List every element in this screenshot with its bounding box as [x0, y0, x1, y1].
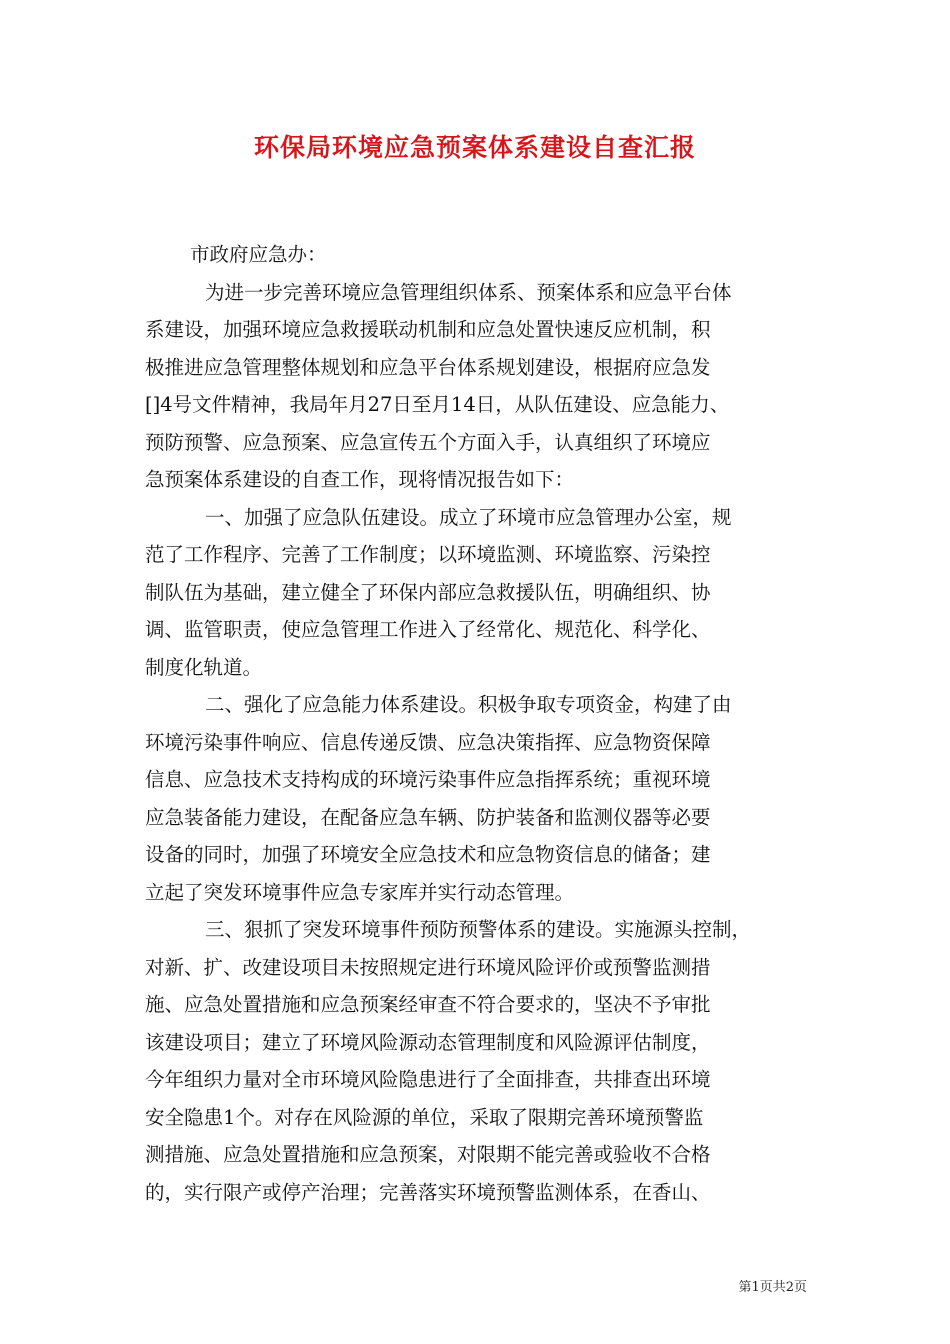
body-line: 施、应急处置措施和应急预案经审查不符合要求的，坚决不予审批 [145, 993, 711, 1016]
body-line: 环境污染事件响应、信息传递反馈、应急决策指挥、应急物资保障 [145, 730, 711, 754]
section-heading-line: 一、加强了应急队伍建设。成立了环境市应急管理办公室，规 [205, 505, 732, 529]
body-line: 的，实行限产或停产治理；完善落实环境预警监测体系，在香山、 [145, 1180, 711, 1204]
body-line: 应急装备能力建设，在配备应急车辆、防护装备和监测仪器等必要 [145, 805, 711, 829]
body-line: 今年组织力量对全市环境风险隐患进行了全面排查，共排查出环境 [145, 1068, 711, 1091]
body-line: 信息、应急技术支持构成的环境污染事件应急指挥系统；重视环境 [145, 768, 711, 791]
body-line: []4号文件精神，我局年月27日至月14日，从队伍建设、应急能力、 [145, 393, 730, 416]
body-line: 安全隐患1个。对存在风险源的单位，采取了限期完善环境预警监 [145, 1105, 704, 1129]
document-body [145, 236, 810, 1211]
section-heading-line: 二、强化了应急能力体系建设。积极争取专项资金，构建了由 [205, 693, 732, 716]
body-line: 范了工作程序、完善了工作制度；以环境监测、环境监察、污染控 [145, 543, 711, 566]
body-line: 设备的同时，加强了环境安全应急技术和应急物资信息的储备；建 [145, 843, 711, 866]
body-line: 该建设项目；建立了环境风险源动态管理制度和风险源评估制度， [145, 1030, 711, 1054]
body-line: 制度化轨道。 [145, 655, 263, 679]
body-line: 立起了突发环境事件应急专家库并实行动态管理。 [145, 880, 575, 904]
body-line: 制队伍为基础，建立健全了环保内部应急救援队伍，明确组织、协 [145, 580, 711, 604]
document-title: 环保局环境应急预案体系建设自查汇报 [253, 133, 696, 162]
body-line: 为进一步完善环境应急管理组织体系、预案体系和应急平台体 [205, 280, 732, 304]
body-line: 极推进应急管理整体规划和应急平台体系规划建设，根据府应急发 [145, 355, 711, 379]
body-line: 系建设，加强环境应急救援联动机制和应急处置快速反应机制，积 [145, 318, 711, 341]
body-line: 急预案体系建设的自查工作，现将情况报告如下： [145, 468, 575, 491]
section-heading-line: 三、狠抓了突发环境事件预防预警体系的建设。实施源头控制， [205, 918, 752, 941]
body-line: 对新、扩、改建设项目未按照规定进行环境风险评价或预警监测措 [145, 955, 711, 979]
body-line: 测措施、应急处置措施和应急预案，对限期不能完善或验收不合格 [145, 1143, 711, 1166]
salutation: 市政府应急办： [190, 243, 327, 266]
body-line: 调、监管职责，使应急管理工作进入了经常化、规范化、科学化、 [145, 618, 711, 641]
body-line: 预防预警、应急预案、应急宣传五个方面入手，认真组织了环境应 [145, 430, 711, 454]
page-number: 第1页共2页 [738, 1280, 807, 1295]
